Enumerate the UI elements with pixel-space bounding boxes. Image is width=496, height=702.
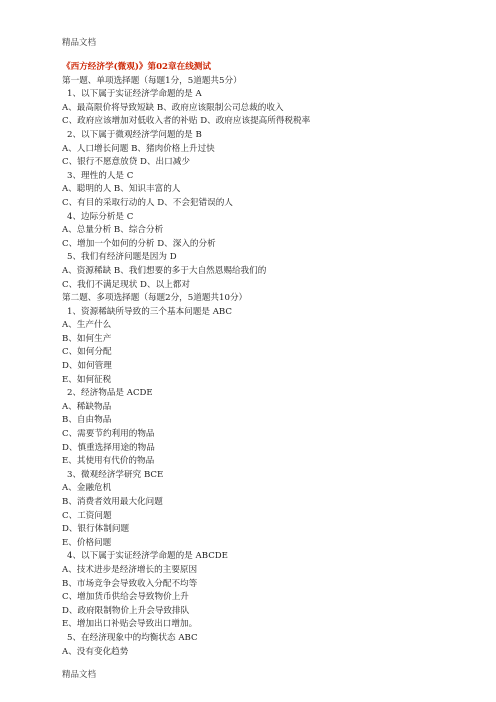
question-line: 2、以下属于微观经济学问题的是 B xyxy=(67,129,202,140)
text-line: A、稀缺物品 xyxy=(62,401,112,412)
text-line: C、银行不愿意放贷 D、出口减少 xyxy=(62,157,190,168)
question-line: 5、在经济现象中的均衡状态 ABC xyxy=(67,632,198,643)
document-body xyxy=(62,61,462,659)
text-line: A、聪明的人 B、知识丰富的人 xyxy=(62,184,181,195)
question-line: 2、经济物品是 ACDE xyxy=(67,388,153,399)
text-line: A、金融危机 xyxy=(62,483,112,494)
question-line: 5、我们有经济问题是因为 D xyxy=(67,252,177,263)
text-line: E、如何征税 xyxy=(62,374,112,385)
text-line: C、如何分配 xyxy=(62,347,112,358)
text-line: A、人口增长问题 B、猪肉价格上升过快 xyxy=(62,143,215,154)
text-line: D、政府限制物价上升会导致排队 xyxy=(62,605,190,616)
question-line: 3、微观经济学研究 BCE xyxy=(67,469,164,480)
document-title: 《西方经济学(微观)》第02章在线测试 xyxy=(62,62,211,72)
text-line: 第一题、单项选择题（每题1分，5道题共5分） xyxy=(62,75,242,86)
text-line: D、如何管理 xyxy=(62,361,112,372)
text-line: B、自由物品 xyxy=(62,415,112,426)
text-line: A、生产什么 xyxy=(62,320,112,331)
text-line: A、最高限价将导致短缺 B、政府应该限制公司总裁的收入 xyxy=(62,102,284,113)
text-line: D、慎重选择用途的物品 xyxy=(62,442,155,453)
text-line: C、增加一个如何的分析 D、深入的分析 xyxy=(62,238,216,249)
text-line: B、消费者效用最大化问题 xyxy=(62,497,163,507)
text-line: 第二题、多项选择题（每题2分，5道题共10分） xyxy=(62,293,248,304)
text-line: C、需要节约利用的物品 xyxy=(62,429,155,440)
text-line: C、工资问题 xyxy=(62,510,112,521)
question-line: 3、理性的人是 C xyxy=(67,170,134,181)
text-line: E、其使用有代价的物品 xyxy=(62,456,155,467)
question-line: 4、边际分析是 C xyxy=(67,211,134,222)
text-line: E、增加出口补贴会导致出口增加。 xyxy=(62,619,198,630)
text-line: B、如何生产 xyxy=(62,333,112,344)
text-line: C、有目的采取行动的人 D、不会犯错误的人 xyxy=(62,197,233,208)
text-line: A、没有变化趋势 xyxy=(62,646,129,657)
text-line: C、我们不满足现状 D、以上都对 xyxy=(62,279,190,290)
question-lines xyxy=(62,75,462,660)
text-line: A、技术进步是经济增长的主要原因 xyxy=(62,564,198,575)
page-header: 精品文档 xyxy=(62,38,97,48)
text-line: A、资源稀缺 B、我们想要的多于大自然恩赐给我们的 xyxy=(62,265,267,276)
question-line: 1、以下属于实证经济学命题的是 A xyxy=(67,89,202,100)
text-line: C、增加货币供给会导致物价上升 xyxy=(62,592,189,603)
question-line: 4、以下属于实证经济学命题的是 ABCDE xyxy=(67,551,228,562)
text-line: B、市场竞争会导致收入分配不均等 xyxy=(62,578,198,589)
page-footer: 精品文档 xyxy=(62,670,97,680)
question-line: 1、资源稀缺所导致的三个基本问题是 ABC xyxy=(67,306,232,317)
text-line: E、价格问题 xyxy=(62,537,112,548)
text-line: D、银行体制问题 xyxy=(62,524,130,535)
text-line: A、总量分析 B、综合分析 xyxy=(62,225,164,236)
text-line: C、政府应该增加对低收入者的补贴 D、政府应该提高所得税税率 xyxy=(62,116,311,127)
